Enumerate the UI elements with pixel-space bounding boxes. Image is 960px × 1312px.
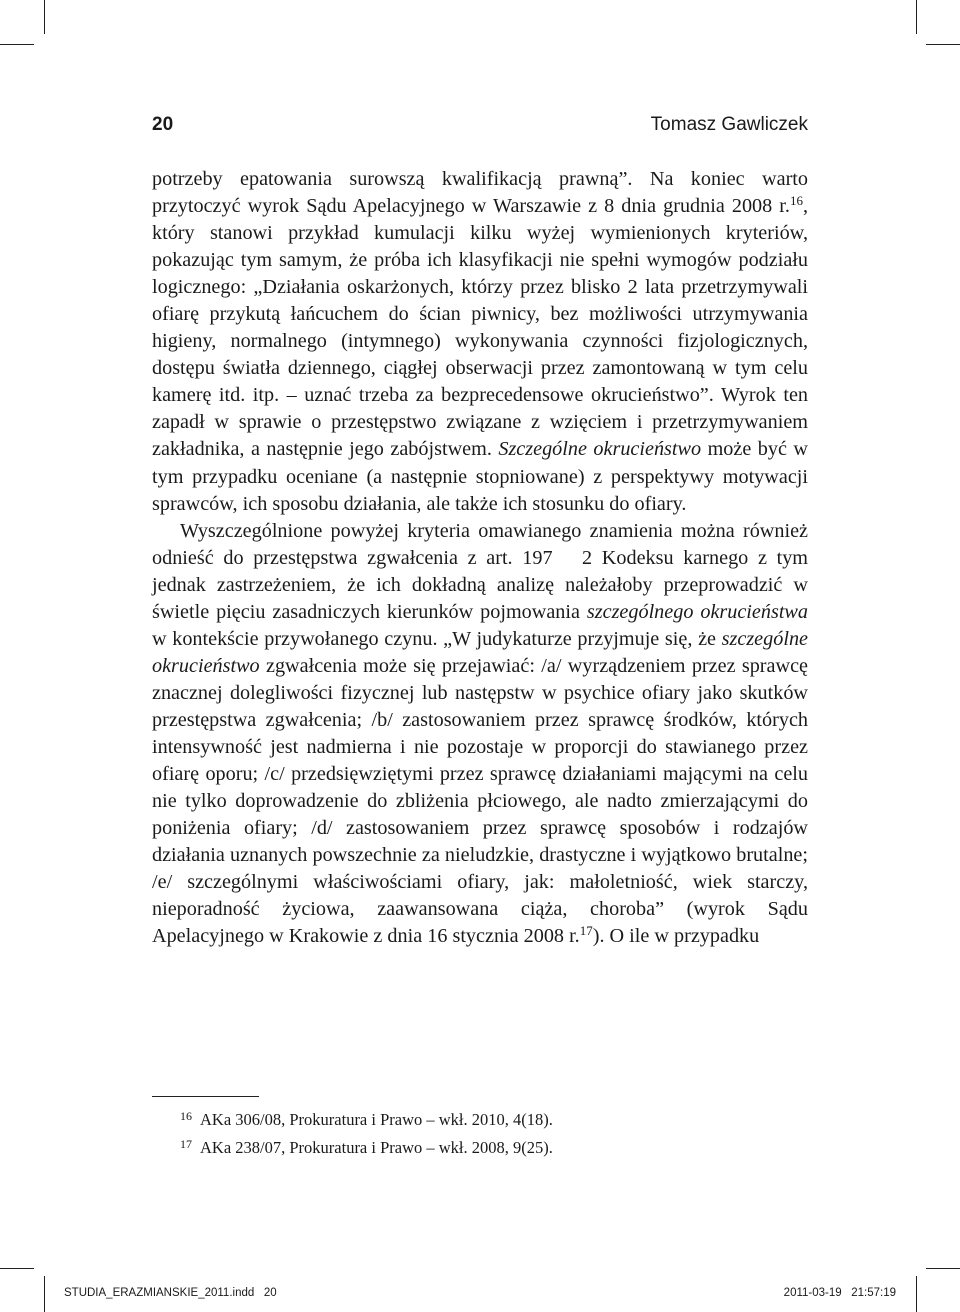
crop-mark <box>926 1268 960 1269</box>
crop-mark <box>0 44 34 45</box>
slug-filename: STUDIA_ERAZMIANSKIE_2011.indd 20 <box>64 1287 277 1299</box>
crop-mark <box>0 1268 34 1269</box>
print-slug <box>0 1287 960 1307</box>
footnote-number: 16 <box>180 1109 192 1123</box>
emphasis: szczególnego okrucieństwa <box>586 600 808 623</box>
body-text <box>152 166 808 950</box>
emphasis: Szczególne okrucieństwo <box>498 438 702 461</box>
running-header-author: Tomasz Gawliczek <box>650 114 808 135</box>
footnote-ref[interactable]: 16 <box>789 193 803 209</box>
paragraph: Wyszczególnione powyżej kryteria omawianego znamienia można również odnieść do przestępstwa zgwałcenia z art. 197 § 2 Kodeksu karnego z tym jednak zastrzeżeniem, że ich dokładną analizę należałoby przeprowadzić w świetle pięciu zasadniczych kierunków pojmowania szczególnego okrucieństwa w kontekście przywołanego czynu. „W judykaturze przyjmuje się, że szczególne okrucieństwo zgwałcenia może się przejawiać: /a/ wyrządzeniem przez sprawcę znacznej dolegliwości fizycznej lub następstw w psychice ofiary jako skutków przestępstwa zgwałcenia; /b/ zastosowaniem przez sprawcę środków, których intensywność jest nadmierna i nie pozostaje w proporcji do stawianego przez ofiarę oporu; /c/ przedsięwziętymi przez sprawcę działaniami mającymi na celu nie tylko doprowadzenie do zbliżenia płciowego, ale nadto zmierzającymi do poniżenia ofiary; /d/ zastosowaniem przez sprawcę sposobów i rodzajów działania uznanych powszechnie za nieludzkie, drastyczne i wyjątkowo brutalne; /e/ szczególnymi właściwościami ofiary, jak: małoletniość, wiek starczy, nieporadność życiowa, zaawansowana ciąża, choroba” (wyrok Sądu Apelacyjnego w Krakowie z dnia 16 stycznia 2008 r.$^{17}$). O ile w przypadku <box>152 519 808 948</box>
footnote <box>180 1132 800 1160</box>
crop-mark <box>916 0 917 34</box>
footnote-text: AKa 306/08, Prokuratura i Prawo – wkł. 2010, 4(18). <box>200 1110 553 1129</box>
page-number: 20 <box>152 114 174 135</box>
footnote <box>180 1104 800 1132</box>
crop-mark <box>44 0 45 34</box>
paragraph: potrzeby epatowania surowszą kwalifikacją prawną”. Na koniec warto przytoczyć wyrok Sądu Apelacyjnego w Warszawie z 8 dnia grudnia 2008 r.$^{16}$, który stanowi przykład kumulacji kilku wyżej wymienionych kryteriów, pokazując tym samym, że próba ich klasyfikacji nie spełni wymogów podziału logicznego: „Działania oskarżonych, którzy przez blisko 2 lata przetrzymywali ofiarę przykutą łańcuchem do ścian piwnicy, bez możliwości utrzymywania higieny, normalnego (intymnego) wykonywania czynności fizjologicznych, dostępu światła dziennego, ciągłej obserwacji przez zamontowaną w tym celu kamerę itd. itp. – uznać trzeba za bezprecedensowe okrucieństwo”. Wyrok ten zapadł w sprawie o przestępstwo związane z wzięciem i przetrzymywaniem zakładnika, a następnie jego zabójstwem. Szczególne okrucieństwo może być w tym przypadku oceniane (a następnie stopniowane) z perspektywy motywacji sprawców, ich sposobu działania, ale także ich stosunku do ofiary. <box>152 168 808 515</box>
footnote-text: AKa 238/07, Prokuratura i Prawo – wkł. 2008, 9(25). <box>200 1138 553 1157</box>
crop-mark <box>926 44 960 45</box>
slug-timestamp: 2011-03-19 21:57:19 <box>783 1287 896 1299</box>
footnote-number: 17 <box>180 1137 192 1151</box>
footnotes <box>180 1104 800 1160</box>
running-header <box>152 114 808 144</box>
footnote-ref[interactable]: 17 <box>579 923 593 939</box>
emphasis: szczególne okrucieństwo <box>152 627 808 677</box>
footnote-separator <box>152 1096 259 1097</box>
section-sign: § <box>562 546 573 569</box>
